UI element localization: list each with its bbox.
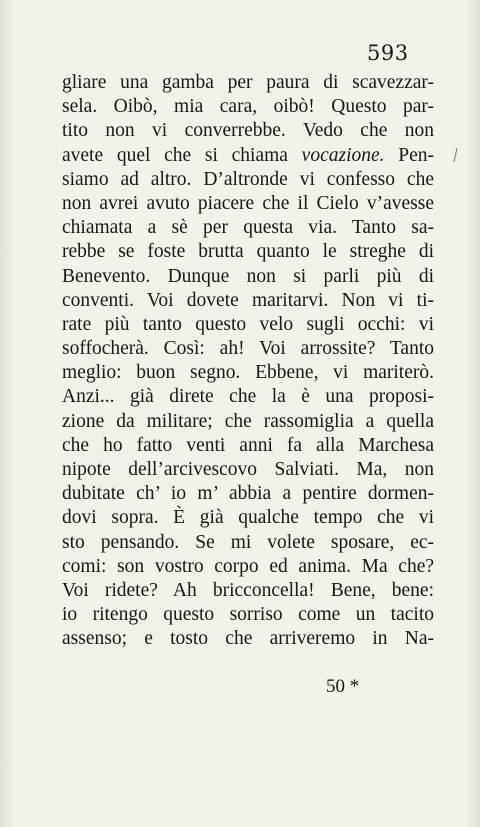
text-line: nipote dell’arcivescovo Salviati. Ma, non xyxy=(62,459,434,480)
text-line: chiamata a sè per questa via. Tanto sa- xyxy=(62,217,434,239)
text-line: soffocherà. Così: ah! Voi arrossite? Tanto xyxy=(62,338,434,360)
text-line: io ritengo questo sorriso come un tacito xyxy=(62,604,434,626)
text-line: meglio: buon segno. Ebbene, vi mariterò. xyxy=(62,362,434,384)
text-line: tito non vi converrebbe. Vedo che non xyxy=(62,120,434,142)
margin-mark xyxy=(454,148,458,162)
text-segment: Pen- xyxy=(398,144,434,166)
text-line: non avrei avuto piacere che il Cielo v’avesse xyxy=(62,192,434,214)
text-line: dubitate ch’ io m’ abbia a pentire dormen- xyxy=(62,483,434,505)
text-line: Voi ridete? Ah bricconcella! Bene, bene: xyxy=(62,579,434,601)
text-line: siamo ad altro. D’altronde vi confesso che xyxy=(62,168,434,190)
text-line: gliare una gamba per paura di scavezzar- xyxy=(62,72,434,93)
text-line: dovi sopra. È già qualche tempo che vi xyxy=(62,507,434,529)
text-line: rebbe se foste brutta quanto le streghe di xyxy=(62,241,434,263)
text-line: zione da militare; che rassomiglia a quella xyxy=(62,410,434,432)
text-segment: avete quel che si chiama xyxy=(62,144,288,166)
text-line: Benevento. Dunque non si parli più di xyxy=(62,265,434,287)
text-line: rate più tanto questo velo sugli occhi: vi xyxy=(62,313,434,335)
page-number: 593 xyxy=(367,41,409,65)
italic-term: vocazione. xyxy=(301,144,385,166)
text-line: comi: son vostro corpo ed anima. Ma che? xyxy=(62,555,434,577)
signature-mark: 50 * xyxy=(326,676,360,697)
text-line: conventi. Voi dovete maritarvi. Non vi ti- xyxy=(62,289,434,311)
text-line: Anzi... già direte che la è una proposi- xyxy=(62,386,434,408)
text-line: assenso; e tosto che arriveremo in Na- xyxy=(62,628,434,650)
text-line: che ho fatto venti anni fa alla Marchesa xyxy=(62,434,434,456)
body-text xyxy=(62,71,434,652)
text-line: sto pensando. Se mi volete sposare, ec- xyxy=(62,531,434,553)
text-line: sela. Oibò, mia cara, oibò! Questo par- xyxy=(62,96,434,118)
text-line-with-italic xyxy=(62,144,434,168)
